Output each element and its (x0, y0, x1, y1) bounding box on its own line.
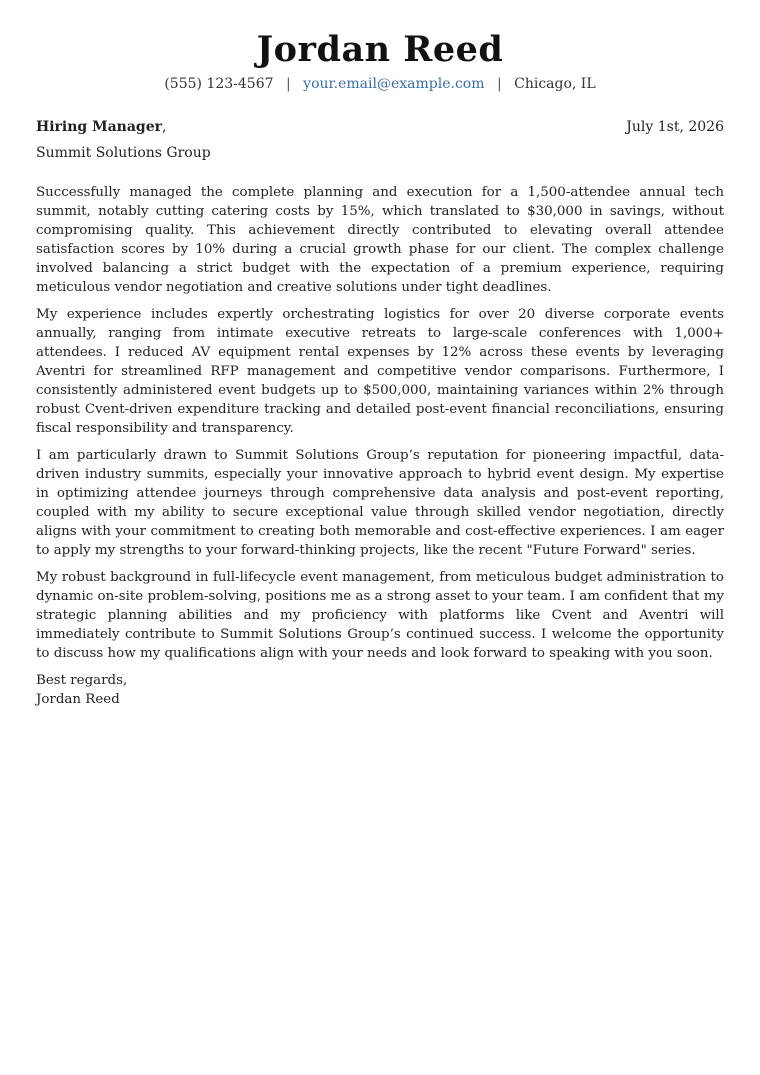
recipient-name: Hiring Manager (36, 119, 162, 135)
body-paragraph: I am particularly drawn to Summit Solutions Group’s reputation for pioneering impactful, data-driven industry summits, especially your innovative approach to hybrid event design. My expertise in optimizing attendee journeys through comprehensive data analysis and post-event reporting, coupled with my ability to secure exceptional value through skilled vendor negotiation, directly aligns with your commitment to creating both memorable and cost-effective experiences. I am eager to apply my strengths to your forward-thinking projects, like the recent "Future Forward" series. (36, 448, 724, 558)
contact-separator: | (496, 76, 502, 92)
closing-salutation: Best regards, (36, 673, 128, 688)
contact-separator: | (285, 76, 291, 92)
letter-date: July 1st, 2026 (626, 119, 724, 135)
letter-closing (36, 671, 724, 709)
letter-body (36, 183, 724, 663)
contact-line (36, 75, 724, 93)
email-link[interactable]: your.email@example.com (303, 76, 485, 92)
body-paragraph: Successfully managed the complete planning and execution for a 1,500-attendee annual tech summit, notably cutting catering costs by 15%, which translated to $30,000 in savings, without compromising quality. This achievement directly contributed to elevating overall attendee satisfaction scores by 10% during a crucial growth phase for our client. The complex challenge involved balancing a strict budget with the expectation of a premium experience, requiring meticulous vendor negotiation and creative solutions under tight deadlines. (36, 185, 724, 295)
location: Chicago, IL (514, 76, 596, 92)
recipient-row (36, 118, 724, 136)
body-paragraph: My experience includes expertly orchestrating logistics for over 20 diverse corporate events annually, ranging from intimate executive retreats to large-scale conferences with 1,000+ attendees. I reduced AV equipment rental expenses by 12% across these events by leveraging Aventri for streamlined RFP management and competitive vendor comparisons. Furthermore, I consistently administered event budgets up to $500,000, maintaining variances within 2% through robust Cvent-driven expenditure tracking and detailed post-event financial reconciliations, ensuring fiscal responsibility and transparency. (36, 307, 724, 436)
applicant-name: Jordan Reed (256, 29, 504, 70)
closing-signature: Jordan Reed (36, 692, 120, 707)
phone-number: (555) 123-4567 (164, 76, 274, 92)
recipient-name-suffix: , (161, 119, 167, 135)
recipient-greeting (36, 118, 166, 136)
body-paragraph: My robust background in full-lifecycle event management, from meticulous budget administration to dynamic on-site problem-solving, positions me as a strong asset to your team. I am confident that my strategic planning abilities and my proficiency with platforms like Cvent and Aventri will immediately contribute to Summit Solutions Group’s continued success. I welcome the opportunity to discuss how my qualifications align with your needs and look forward to speaking with you soon. (36, 570, 724, 661)
recipient-company: Summit Solutions Group (36, 145, 211, 161)
